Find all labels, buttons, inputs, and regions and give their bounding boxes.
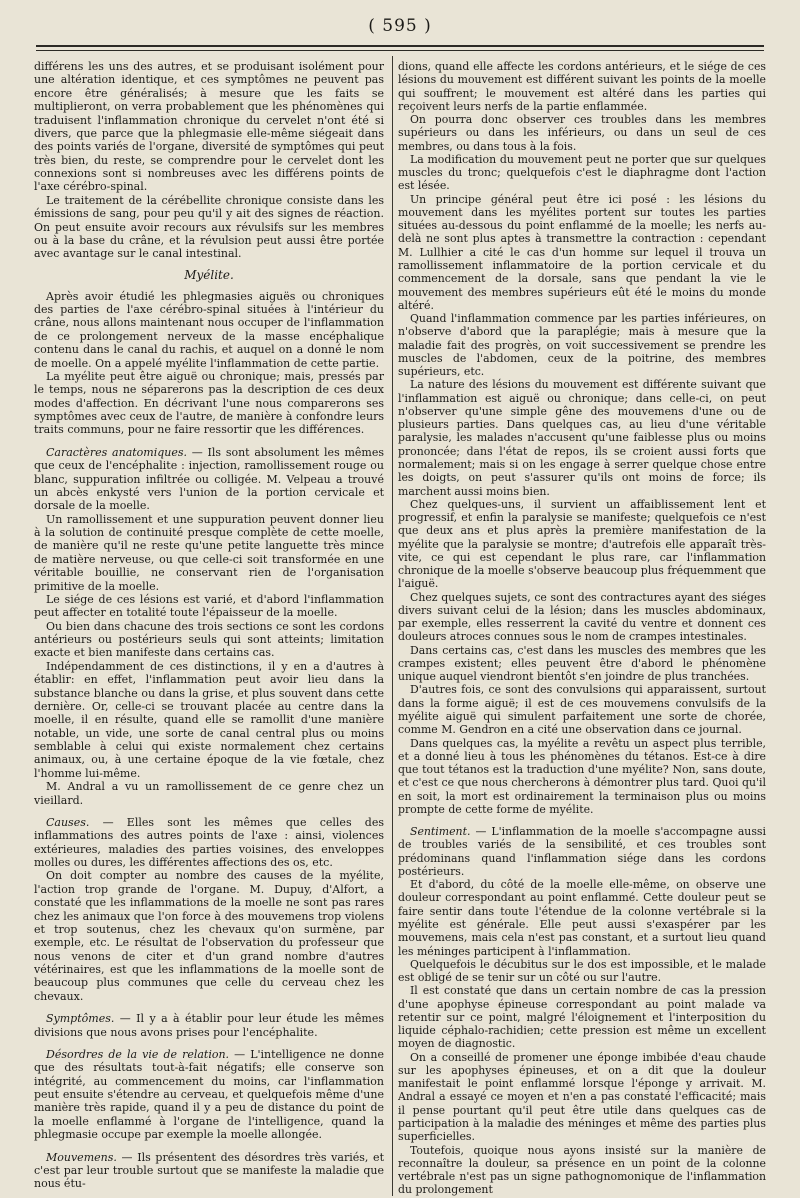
paragraph: La modification du mouvement peut ne porter que sur quelques muscles du tronc; quelquefois c'est le diaphragme dont l'action est lésée.	[398, 152, 766, 193]
left-column	[34, 60, 384, 1196]
run-in-heading: Causes.	[46, 815, 90, 829]
paragraph: Un ramollissement et une suppuration peuvent donner lieu à la solution de continuité presque complète de cette moelle, de manière qu'il ne reste qu'une petite languette très mince de matière nerveuse, ou que celle-ci soit transformée en une véritable bouillie, ne conservant rien de l'organisation primitive de la moelle.	[34, 512, 384, 593]
spacer	[34, 807, 384, 816]
spacer	[398, 816, 766, 825]
spacer	[34, 437, 384, 446]
paragraph: Un principe général peut être ici posé : les lésions du mouvement dans les myélites portent sur toutes les parties situées au-dessous du point enflammé de la moelle; les nerfs au-delà ne sont plus aptes à transmettre la contraction : cependant M. Lullhier a cité le cas d'un homme sur lequel il trouva un ramollissement inflammatoire de la portion cervicale et du commencement de la dorsale, sans que pendant la vie le mouvement des membres supérieurs eût été le moins du monde altéré.	[398, 192, 766, 312]
paragraph: Et d'abord, du côté de la moelle elle-même, on observe une douleur correspondant au point enflammé. Cette douleur peut se faire sentir dans toute l'étendue de la colonne vertébrale si la myélite est générale. Elle peut aussi s'exaspérer par les mouvemens, mais cela n'est pas constant, et a surtout lieu quand les méninges participent à l'inflammation.	[398, 878, 766, 958]
spacer	[34, 1142, 384, 1151]
paragraph: Indépendamment de ces distinctions, il y en a d'autres à établir: en effet, l'inflammation peut avoir lieu dans la substance blanche ou dans la grise, et plus souvent dans cette dernière. Or, celle-ci se trouvant placée au centre dans la moelle, il en résulte, quand elle se ramollit d'une manière notable, un vide, une sorte de canal central plus ou moins semblable à celui qui existe normalement chez certains animaux, ou, à une certaine époque de la vie fœtale, chez l'homme lui-même.	[34, 659, 384, 780]
paragraph	[398, 825, 766, 878]
paragraph: Le traitement de la cérébellite chronique consiste dans les émissions de sang, pour peu qu'il y ait des signes de réaction. On peut ensuite avoir recours aux révulsifs sur les membres ou à la base du crâne, et la révulsion peut aussi être portée avec avantage sur le canal intestinal.	[34, 193, 384, 261]
right-column	[398, 60, 766, 1196]
paragraph: Dans certains cas, c'est dans les muscles des membres que les crampes existent; elles peuvent être d'abord le phénomène unique auquel viendront bientôt s'en joindre de plus tranchées.	[398, 643, 766, 684]
paragraph	[34, 446, 384, 513]
run-in-heading: Mouvemens.	[46, 1150, 117, 1164]
run-in-heading: Symptômes.	[46, 1012, 115, 1026]
paragraph	[34, 1048, 384, 1142]
run-in-heading: Désordres de la vie de relation.	[46, 1047, 230, 1061]
paragraph: Le siége de ces lésions est varié, et d'abord l'inflammation peut affecter en totalité toute l'épaisseur de la moelle.	[34, 592, 384, 620]
paragraph-text: — Elles sont les mêmes que celles des inflammations des autres points de l'axe : ainsi, violences extérieures, maladies des parties voisines, des enveloppes molles ou dures, les différentes affections des os, etc.	[34, 815, 384, 869]
paragraph-text: — Il y a à établir pour leur étude les mêmes divisions que nous avons prises pour l'encéphalite.	[34, 1012, 384, 1039]
paragraph-text: — Ils sont absolument les mêmes que ceux de l'encéphalite : injection, ramollissement rouge ou blanc, suppuration infiltrée ou colligée. M. Velpeau a trouvé un abcès enkysté vers l'union de la portion cervicale et dorsale de la moelle.	[34, 445, 384, 513]
paragraph	[34, 1151, 384, 1191]
paragraph-text: — L'inflammation de la moelle s'accompagne aussi de troubles variés de la sensibilité, et ces troubles sont prédominans quand l'inflammation siége dans les cordons postérieurs.	[398, 825, 766, 878]
paragraph: Chez quelques-uns, il survient un affaiblissement lent et progressif, et enfin la paralysie se manifeste; quelquefois ce n'est que deux ans et plus après la première manifestation de la myélite que la paralysie se montre; d'autrefois elle apparaît très-vite, ce qui est cependant le plus rare, car l'inflammation chronique de la moelle s'observe beaucoup plus fréquemment que l'aiguë.	[398, 497, 766, 591]
paragraph	[34, 816, 384, 870]
spacer	[34, 1003, 384, 1012]
top-rule-thin	[36, 50, 764, 51]
paragraph-text: — Ils présentent des désordres très variés, et c'est par leur trouble surtout que se manifeste la maladie que nous étu-	[34, 1150, 384, 1191]
paragraph: différens les uns des autres, et se produisant isolément pour une altération identique, et ces symptômes ne peuvent pas encore être généralisés; à mesure que les faits se multiplieront, on verra probablement que les phénomènes qui traduisent l'inflammation chronique du cervelet n'ont été si divers, que parce que la phlegmasie elle-même siégeait dans des points variés de l'organe, diversité de symptômes qui peut très bien, du reste, se comprendre pour le cervelet dont les connexions sont si nombreuses avec les différens points de l'axe cérébro-spinal.	[34, 60, 384, 194]
paragraph: Dans quelques cas, la myélite a revêtu un aspect plus terrible, et a donné lieu à tous les phénomènes du tétanos. Est-ce à dire que tout tétanos est la traduction d'une myélite? Non, sans doute, et c'est ce que nous chercherons à démontrer plus tard. Quoi qu'il en soit, la mort est ordinairement la terminaison plus ou moins prompte de cette forme de myélite.	[398, 736, 766, 816]
paragraph: Il est constaté que dans un certain nombre de cas la pression d'une apophyse épineuse correspondant au point malade va retentir sur ce point, malgré l'éloignement et l'interposition du liquide céphalo-rachidien; cette pression est même un excellent moyen de diagnostic.	[398, 984, 766, 1051]
top-rule	[36, 45, 764, 47]
paragraph	[34, 1012, 384, 1039]
paragraph: Quand l'inflammation commence par les parties inférieures, on n'observe d'abord que la paraplégie; mais à mesure que la maladie fait des progrès, on voit successivement se prendre les muscles de l'abdomen, ceux de la poitrine, des membres supérieurs, etc.	[398, 312, 766, 379]
run-in-heading: Sentiment.	[410, 825, 471, 839]
section-heading: Myélite.	[184, 267, 234, 282]
paragraph: La nature des lésions du mouvement est différente suivant que l'inflammation est aiguë ou chronique; dans celle-ci, on peut n'observer qu'une simple gêne des mouvemens d'une ou de plusieurs parties. Dans quelques cas, au lieu d'une véritable paralysie, les malades n'accusent qu'une faiblesse plus ou moins prononcée; dans l'état de repos, ils se croient aussi forts que normalement; mais si on les engage à serrer quelque chose entre les doigts, on peut s'assurer qu'ils ont moins de force; ils marchent aussi moins bien.	[398, 378, 766, 498]
paragraph: Toutefois, quoique nous ayons insisté sur la manière de reconnaître la douleur, sa présence en un point de la colonne vertébrale n'est pas un signe pathognomonique de l'inflammation du prolongement	[398, 1143, 766, 1196]
page-number: ( 595 )	[368, 16, 432, 36]
paragraph-text: — L'intelligence ne donne que des résultats tout-à-fait négatifs; elle conserve son intégrité, au commencement du moins, car l'inflammation peut ensuite s'étendre au cerveau, et quelquefois même d'une manière très rapide, quand il y a peu de distance du point de la moelle enflammé à l'organe de l'intelligence, quand la phlegmasie occupe par exemple la moelle allongée.	[34, 1047, 384, 1142]
paragraph: Ou bien dans chacune des trois sections ce sont les cordons antérieurs ou postérieurs seuls qui sont atteints; limitation exacte et bien manifeste dans certains cas.	[34, 619, 384, 660]
paragraph: Après avoir étudié les phlegmasies aiguës ou chroniques des parties de l'axe cérébro-spinal situées à l'intérieur du crâne, nous allons maintenant nous occuper de l'inflammation de ce prolongement nerveux de la masse encéphalique contenu dans le canal du rachis, et auquel on a donné le nom de moelle. On a appelé myélite l'inflammation de cette partie.	[34, 289, 384, 370]
paragraph: On pourra donc observer ces troubles dans les membres supérieurs ou dans les inférieurs, ou dans un seul de ces membres, ou dans tous à la fois.	[398, 113, 766, 153]
paragraph: Quelquefois le décubitus sur le dos est impossible, et le malade est obligé de se tenir sur un côté ou sur l'autre.	[398, 957, 766, 985]
paragraph: D'autres fois, ce sont des convulsions qui apparaissent, surtout dans la forme aiguë; il est de ces mouvemens convulsifs de la myélite aiguë qui simulent parfaitement une sorte de chorée, comme M. Gendron en a cité une observation dans ce journal.	[398, 683, 766, 737]
spacer	[34, 1039, 384, 1048]
run-in-heading: Caractères anatomiques.	[46, 445, 188, 459]
paragraph: dions, quand elle affecte les cordons antérieurs, et le siége de ces lésions du mouvement est différent suivant les points de la moelle qui souffrent; le mouvement est altéré dans les parties qui reçoivent leurs nerfs de la partie enflammée.	[398, 60, 766, 113]
paragraph: M. Andral a vu un ramollissement de ce genre chez un vieillard.	[34, 780, 384, 807]
paragraph: La myélite peut être aiguë ou chronique; mais, pressés par le temps, nous ne séparerons pas la description de ces deux modes d'affection. En décrivant l'une nous comparerons ses symptômes avec ceux de l'autre, de manière à confondre leurs traits communs, pour ne faire ressortir que les différences.	[34, 369, 384, 437]
paragraph: Chez quelques sujets, ce sont des contractures ayant des siéges divers suivant celui de la lésion; dans les muscles abdominaux, par exemple, elles resserrent la cavité du ventre et donnent ces douleurs atroces connues sous le nom de crampes intestinales.	[398, 590, 766, 644]
column-divider	[392, 56, 393, 1196]
paragraph: On a conseillé de promener une éponge imbibée d'eau chaude sur les apophyses épineuses, et on a dit que la douleur manifestait le point enflammé lorsque l'éponge y arrivait. M. Andral a essayé ce moyen et n'en a pas constaté l'efficacité; mais il pense pourtant qu'il peut être utile dans quelques cas de participation à la maladie des méninges et même des parties plus superficielles.	[398, 1050, 766, 1144]
paragraph: On doit compter au nombre des causes de la myélite, l'action trop grande de l'organe. M. Dupuy, d'Alfort, a constaté que les inflammations de la moelle ne sont pas rares chez les animaux que l'on force à des mouvemens trop violens et trop soutenus, chez les chevaux qu'on surmène, par exemple, etc. Le résultat de l'observation du professeur que nous venons de citer et d'un grand nombre d'autres vétérinaires, est que les inflammations de la moelle sont de beaucoup plus communes que celle du cerveau chez les chevaux.	[34, 869, 384, 1003]
